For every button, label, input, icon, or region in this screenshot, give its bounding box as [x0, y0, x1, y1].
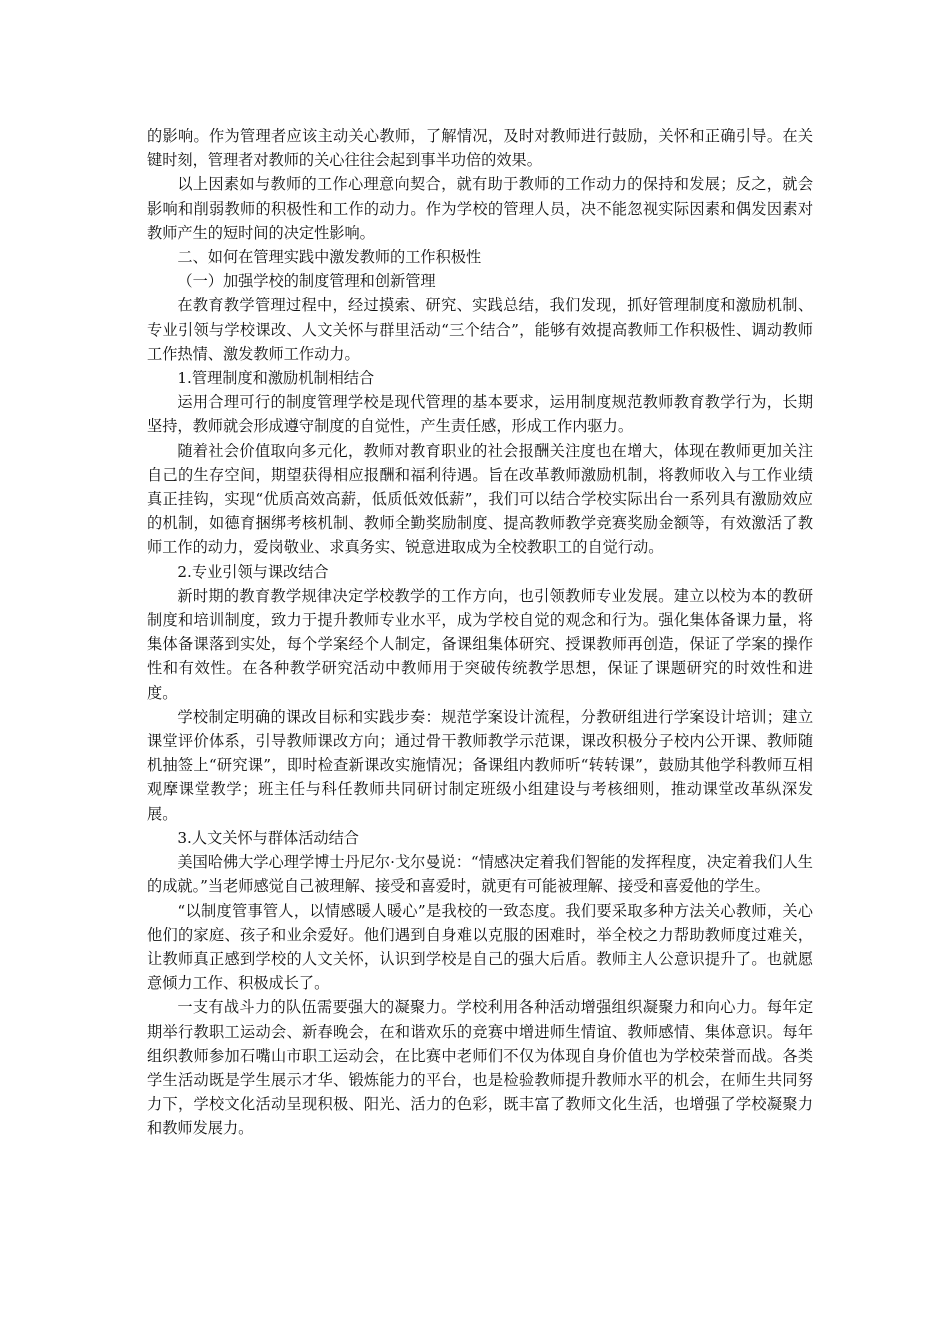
- numbered-heading: 2.专业引领与课改结合: [177, 562, 329, 581]
- paragraph: 随着社会价值取向多元化，教师对教育职业的社会报酬关注度也在增大，体现在教师更加关注自己的生存空间，期望获得相应报酬和福利待遇。旨在改革教师激励机制，将教师收入与工作业绩真正挂钩，实现“优质高效高薪，低质低效低薪”，我们可以结合学校实际出台一系列具有激励效应的机制，如德育捆绑考核机制、教师全勤奖励制度、提高教师教学竞赛奖励金额等，有效激活了教师工作的动力，爱岗敬业、求真务实、锐意进取成为全校教职工的自觉行动。: [147, 441, 813, 557]
- paragraph: 运用合理可行的制度管理学校是现代管理的基本要求，运用制度规范教师教育教学行为，长期坚持，教师就会形成遵守制度的自觉性，产生责任感，形成工作内驱力。: [147, 393, 813, 436]
- paragraph: 学校制定明确的课改目标和实践步奏：规范学案设计流程，分教研组进行学案设计培训；建立课堂评价体系，引导教师课改方向；通过骨干教师教学示范课，课改积极分子校内公开课、教师随机抽签上“研究课”，即时检查新课改实施情况；备课组内教师听“转转课”，鼓励其他学科教师互相观摩课堂教学；班主任与科任教师共同研讨制定班级小组建设与考核细则，推动课堂改革纵深发展。: [147, 707, 813, 823]
- paragraph: 美国哈佛大学心理学博士丹尼尔·戈尔曼说：“情感决定着我们智能的发挥程度，决定着我们人生的成就。”当老师感觉自己被理解、接受和喜爱时，就更有可能被理解、接受和喜爱他的学生。: [147, 853, 813, 896]
- paragraph: “以制度管事管人，以情感暖人暖心”是我校的一致态度。我们要采取多种方法关心教师，关心他们的家庭、孩子和业余爱好。他们遇到自身难以克服的困难时，举全校之力帮助教师度过难关，让教师真正感到学校的人文关怀，认识到学校是自己的强大后盾。教师主人公意识提升了。也就愿意倾力工作、积极成长了。: [147, 901, 813, 993]
- paragraph: 以上因素如与教师的工作心理意向契合，就有助于教师的工作动力的保持和发展；反之，就会影响和削弱教师的积极性和工作的动力。作为学校的管理人员，决不能忽视实际因素和偶发因素对教师产生的短时间的决定性影响。: [147, 175, 813, 242]
- paragraph: 新时期的教育教学规律决定学校教学的工作方向，也引领教师专业发展。建立以校为本的教研制度和培训制度，致力于提升教师专业水平，成为学校自觉的观念和行为。强化集体备课力量，将集体备课落到实处，每个学案经个人制定，备课组集体研究、授课教师再创造，保证了学案的操作性和有效性。在各种教学研究活动中教师用于突破传统教学思想，保证了课题研究的时效性和进度。: [147, 586, 813, 702]
- paragraph-continued: 的影响。作为管理者应该主动关心教师，了解情况，及时对教师进行鼓励，关怀和正确引导。在关键时刻，管理者对教师的关心往往会起到事半功倍的效果。: [147, 127, 813, 170]
- document-body: [147, 124, 813, 1141]
- paragraph: 一支有战斗力的队伍需要强大的凝聚力。学校利用各种活动增强组织凝聚力和向心力。每年定期举行教职工运动会、新春晚会，在和谐欢乐的竞赛中增进师生情谊、教师感情、集体意识。每年组织教师参加石嘴山市职工运动会，在比赛中老师们不仅为体现自身价值也为学校荣誉而战。各类学生活动既是学生展示才华、锻炼能力的平台，也是检验教师提升教师水平的机会，在师生共同努力下，学校文化活动呈现积极、阳光、活力的色彩，既丰富了教师文化生活，也增强了学校凝聚力和教师发展力。: [147, 998, 813, 1138]
- numbered-heading: 1.管理制度和激励机制相结合: [177, 369, 375, 388]
- paragraph: 在教育教学管理过程中，经过摸索、研究、实践总结，我们发现，抓好管理制度和激励机制、专业引领与学校课改、人文关怀与群里活动“三个结合”，能够有效提高教师工作积极性、调动教师工作热情、激发教师工作动力。: [147, 296, 813, 363]
- section-heading: 二、如何在管理实践中激发教师的工作积极性: [177, 248, 482, 267]
- numbered-heading: 3.人文关怀与群体活动结合: [177, 828, 359, 847]
- subsection-heading: （一）加强学校的制度管理和创新管理: [177, 272, 436, 291]
